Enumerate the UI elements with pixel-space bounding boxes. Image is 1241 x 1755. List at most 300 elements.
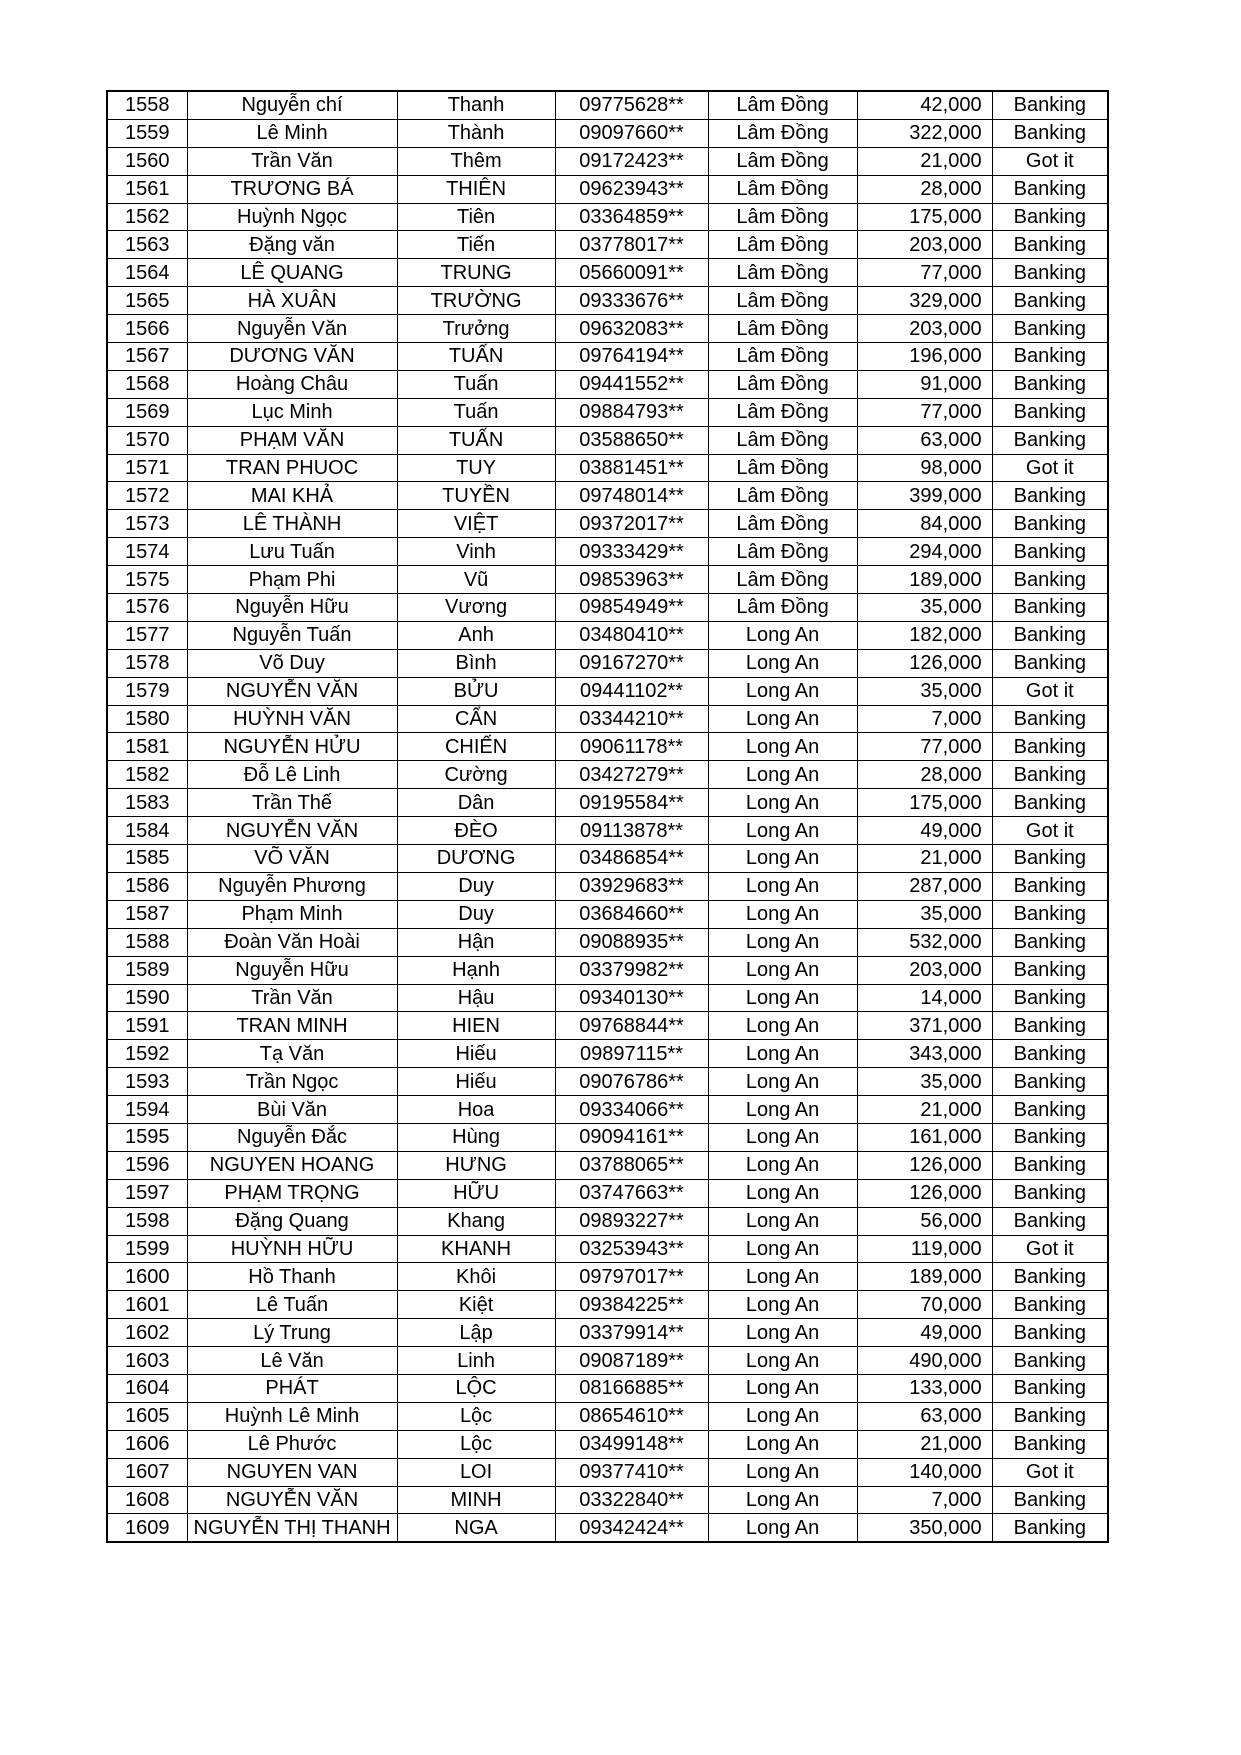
payment-method-cell: Banking <box>992 119 1108 147</box>
row-id-cell: 1568 <box>107 370 187 398</box>
payment-method-cell: Banking <box>992 566 1108 594</box>
payment-method-cell: Banking <box>992 231 1108 259</box>
phone-cell: 03788065** <box>555 1151 708 1179</box>
surname-cell: Lục Minh <box>187 398 397 426</box>
payment-method-cell: Banking <box>992 1291 1108 1319</box>
row-id-cell: 1563 <box>107 231 187 259</box>
surname-cell: HUỲNH VĂN <box>187 705 397 733</box>
row-id-cell: 1561 <box>107 175 187 203</box>
payment-method-cell: Banking <box>992 984 1108 1012</box>
province-cell: Lâm Đồng <box>708 370 857 398</box>
amount-cell: 175,000 <box>857 789 992 817</box>
given-name-cell: HỮU <box>397 1179 555 1207</box>
province-cell: Lâm Đồng <box>708 343 857 371</box>
row-id-cell: 1578 <box>107 649 187 677</box>
province-cell: Long An <box>708 1151 857 1179</box>
table-row <box>107 1263 1108 1291</box>
surname-cell: Phạm Phi <box>187 566 397 594</box>
table-row <box>107 538 1108 566</box>
given-name-cell: Lập <box>397 1319 555 1347</box>
amount-cell: 329,000 <box>857 287 992 315</box>
given-name-cell: Duy <box>397 900 555 928</box>
row-id-cell: 1570 <box>107 426 187 454</box>
payment-method-cell: Banking <box>992 538 1108 566</box>
row-id-cell: 1566 <box>107 315 187 343</box>
row-id-cell: 1592 <box>107 1040 187 1068</box>
given-name-cell: Tiến <box>397 231 555 259</box>
table-body <box>107 91 1108 1542</box>
phone-cell: 09061178** <box>555 733 708 761</box>
table-row <box>107 733 1108 761</box>
province-cell: Long An <box>708 900 857 928</box>
province-cell: Lâm Đồng <box>708 287 857 315</box>
row-id-cell: 1569 <box>107 398 187 426</box>
given-name-cell: Hận <box>397 928 555 956</box>
row-id-cell: 1594 <box>107 1096 187 1124</box>
table-row <box>107 1040 1108 1068</box>
surname-cell: Trần Văn <box>187 147 397 175</box>
given-name-cell: Vương <box>397 594 555 622</box>
phone-cell: 03364859** <box>555 203 708 231</box>
amount-cell: 203,000 <box>857 231 992 259</box>
payment-method-cell: Banking <box>992 1179 1108 1207</box>
table-row <box>107 845 1108 873</box>
amount-cell: 7,000 <box>857 705 992 733</box>
amount-cell: 21,000 <box>857 1096 992 1124</box>
row-id-cell: 1564 <box>107 259 187 287</box>
surname-cell: Lê Tuấn <box>187 1291 397 1319</box>
given-name-cell: LOI <box>397 1458 555 1486</box>
payment-method-cell: Banking <box>992 426 1108 454</box>
given-name-cell: Duy <box>397 872 555 900</box>
row-id-cell: 1572 <box>107 482 187 510</box>
phone-cell: 09195584** <box>555 789 708 817</box>
row-id-cell: 1587 <box>107 900 187 928</box>
given-name-cell: Anh <box>397 621 555 649</box>
payment-method-cell: Banking <box>992 900 1108 928</box>
province-cell: Long An <box>708 761 857 789</box>
province-cell: Lâm Đồng <box>708 426 857 454</box>
given-name-cell: Vinh <box>397 538 555 566</box>
amount-cell: 189,000 <box>857 566 992 594</box>
row-id-cell: 1582 <box>107 761 187 789</box>
province-cell: Long An <box>708 1068 857 1096</box>
province-cell: Long An <box>708 1458 857 1486</box>
phone-cell: 09097660** <box>555 119 708 147</box>
table-row <box>107 482 1108 510</box>
table-row <box>107 1374 1108 1402</box>
province-cell: Lâm Đồng <box>708 175 857 203</box>
table-row <box>107 900 1108 928</box>
surname-cell: MAI KHẢ <box>187 482 397 510</box>
province-cell: Long An <box>708 845 857 873</box>
surname-cell: Bùi Văn <box>187 1096 397 1124</box>
surname-cell: Trần Văn <box>187 984 397 1012</box>
row-id-cell: 1601 <box>107 1291 187 1319</box>
row-id-cell: 1609 <box>107 1514 187 1542</box>
given-name-cell: Tuấn <box>397 370 555 398</box>
surname-cell: NGUYỄN VĂN <box>187 817 397 845</box>
payment-method-cell: Banking <box>992 845 1108 873</box>
amount-cell: 126,000 <box>857 1151 992 1179</box>
surname-cell: Tạ Văn <box>187 1040 397 1068</box>
amount-cell: 35,000 <box>857 1068 992 1096</box>
table-row <box>107 621 1108 649</box>
surname-cell: PHẠM TRỌNG <box>187 1179 397 1207</box>
row-id-cell: 1567 <box>107 343 187 371</box>
given-name-cell: LỘC <box>397 1374 555 1402</box>
phone-cell: 09333676** <box>555 287 708 315</box>
payment-method-cell: Got it <box>992 1458 1108 1486</box>
given-name-cell: Bình <box>397 649 555 677</box>
phone-cell: 03480410** <box>555 621 708 649</box>
given-name-cell: TRƯỜNG <box>397 287 555 315</box>
payment-method-cell: Banking <box>992 705 1108 733</box>
given-name-cell: Tiên <box>397 203 555 231</box>
given-name-cell: CHIẾN <box>397 733 555 761</box>
province-cell: Lâm Đồng <box>708 91 857 119</box>
phone-cell: 05660091** <box>555 259 708 287</box>
phone-cell: 09384225** <box>555 1291 708 1319</box>
province-cell: Long An <box>708 1263 857 1291</box>
row-id-cell: 1591 <box>107 1012 187 1040</box>
province-cell: Long An <box>708 1096 857 1124</box>
payment-method-cell: Got it <box>992 147 1108 175</box>
payment-method-cell: Banking <box>992 370 1108 398</box>
amount-cell: 91,000 <box>857 370 992 398</box>
payment-method-cell: Banking <box>992 482 1108 510</box>
row-id-cell: 1604 <box>107 1374 187 1402</box>
surname-cell: Lý Trung <box>187 1319 397 1347</box>
amount-cell: 21,000 <box>857 845 992 873</box>
table-row <box>107 175 1108 203</box>
province-cell: Lâm Đồng <box>708 398 857 426</box>
surname-cell: Nguyễn Tuấn <box>187 621 397 649</box>
surname-cell: NGUYỄN VĂN <box>187 677 397 705</box>
payment-method-cell: Banking <box>992 1151 1108 1179</box>
given-name-cell: BỬU <box>397 677 555 705</box>
row-id-cell: 1577 <box>107 621 187 649</box>
payment-method-cell: Banking <box>992 1486 1108 1514</box>
row-id-cell: 1560 <box>107 147 187 175</box>
payment-method-cell: Banking <box>992 1319 1108 1347</box>
given-name-cell: Hạnh <box>397 956 555 984</box>
surname-cell: Lưu Tuấn <box>187 538 397 566</box>
phone-cell: 03778017** <box>555 231 708 259</box>
phone-cell: 03379982** <box>555 956 708 984</box>
payment-method-cell: Banking <box>992 621 1108 649</box>
table-row <box>107 259 1108 287</box>
table-row <box>107 119 1108 147</box>
amount-cell: 161,000 <box>857 1123 992 1151</box>
table-row <box>107 398 1108 426</box>
payment-method-cell: Banking <box>992 1123 1108 1151</box>
row-id-cell: 1586 <box>107 872 187 900</box>
amount-cell: 35,000 <box>857 900 992 928</box>
province-cell: Long An <box>708 1514 857 1542</box>
table-row <box>107 1430 1108 1458</box>
given-name-cell: Khang <box>397 1207 555 1235</box>
given-name-cell: Hoa <box>397 1096 555 1124</box>
payment-method-cell: Banking <box>992 761 1108 789</box>
surname-cell: NGUYỄN VĂN <box>187 1486 397 1514</box>
amount-cell: 56,000 <box>857 1207 992 1235</box>
table-row <box>107 1096 1108 1124</box>
payment-method-cell: Banking <box>992 1040 1108 1068</box>
amount-cell: 98,000 <box>857 454 992 482</box>
amount-cell: 287,000 <box>857 872 992 900</box>
table-row <box>107 984 1108 1012</box>
row-id-cell: 1607 <box>107 1458 187 1486</box>
row-id-cell: 1580 <box>107 705 187 733</box>
surname-cell: Đặng Quang <box>187 1207 397 1235</box>
phone-cell: 09897115** <box>555 1040 708 1068</box>
payment-method-cell: Banking <box>992 1263 1108 1291</box>
payment-method-cell: Got it <box>992 677 1108 705</box>
phone-cell: 09775628** <box>555 91 708 119</box>
surname-cell: Nguyễn Hữu <box>187 956 397 984</box>
table-row <box>107 147 1108 175</box>
given-name-cell: Dân <box>397 789 555 817</box>
table-row <box>107 1151 1108 1179</box>
phone-cell: 09768844** <box>555 1012 708 1040</box>
amount-cell: 189,000 <box>857 1263 992 1291</box>
row-id-cell: 1583 <box>107 789 187 817</box>
amount-cell: 119,000 <box>857 1235 992 1263</box>
given-name-cell: ĐÈO <box>397 817 555 845</box>
surname-cell: PHẠM VĂN <box>187 426 397 454</box>
row-id-cell: 1581 <box>107 733 187 761</box>
payment-method-cell: Banking <box>992 789 1108 817</box>
province-cell: Long An <box>708 1319 857 1347</box>
amount-cell: 140,000 <box>857 1458 992 1486</box>
given-name-cell: Hùng <box>397 1123 555 1151</box>
province-cell: Long An <box>708 1374 857 1402</box>
payment-method-cell: Banking <box>992 649 1108 677</box>
surname-cell: Huỳnh Lê Minh <box>187 1402 397 1430</box>
row-id-cell: 1603 <box>107 1347 187 1375</box>
surname-cell: Lê Minh <box>187 119 397 147</box>
amount-cell: 35,000 <box>857 677 992 705</box>
province-cell: Long An <box>708 1347 857 1375</box>
phone-cell: 03929683** <box>555 872 708 900</box>
amount-cell: 63,000 <box>857 426 992 454</box>
surname-cell: Võ Duy <box>187 649 397 677</box>
phone-cell: 08654610** <box>555 1402 708 1430</box>
table-row <box>107 1123 1108 1151</box>
payment-method-cell: Banking <box>992 203 1108 231</box>
payment-method-cell: Banking <box>992 1347 1108 1375</box>
province-cell: Long An <box>708 1430 857 1458</box>
amount-cell: 35,000 <box>857 594 992 622</box>
amount-cell: 399,000 <box>857 482 992 510</box>
payment-method-cell: Banking <box>992 1012 1108 1040</box>
given-name-cell: KHANH <box>397 1235 555 1263</box>
payment-method-cell: Banking <box>992 594 1108 622</box>
table-row <box>107 1235 1108 1263</box>
province-cell: Long An <box>708 1179 857 1207</box>
phone-cell: 09113878** <box>555 817 708 845</box>
phone-cell: 09764194** <box>555 343 708 371</box>
phone-cell: 03486854** <box>555 845 708 873</box>
row-id-cell: 1602 <box>107 1319 187 1347</box>
phone-cell: 09884793** <box>555 398 708 426</box>
given-name-cell: MINH <box>397 1486 555 1514</box>
payment-method-cell: Banking <box>992 315 1108 343</box>
phone-cell: 09087189** <box>555 1347 708 1375</box>
given-name-cell: Khôi <box>397 1263 555 1291</box>
phone-cell: 03588650** <box>555 426 708 454</box>
table-row <box>107 1179 1108 1207</box>
province-cell: Long An <box>708 677 857 705</box>
surname-cell: Hồ Thanh <box>187 1263 397 1291</box>
given-name-cell: HƯNG <box>397 1151 555 1179</box>
row-id-cell: 1575 <box>107 566 187 594</box>
table-row <box>107 370 1108 398</box>
row-id-cell: 1606 <box>107 1430 187 1458</box>
table-row <box>107 594 1108 622</box>
row-id-cell: 1588 <box>107 928 187 956</box>
province-cell: Long An <box>708 1235 857 1263</box>
province-cell: Lâm Đồng <box>708 231 857 259</box>
province-cell: Long An <box>708 984 857 1012</box>
phone-cell: 09854949** <box>555 594 708 622</box>
given-name-cell: Cường <box>397 761 555 789</box>
phone-cell: 03322840** <box>555 1486 708 1514</box>
row-id-cell: 1597 <box>107 1179 187 1207</box>
winners-table <box>106 90 1109 1543</box>
phone-cell: 09377410** <box>555 1458 708 1486</box>
amount-cell: 532,000 <box>857 928 992 956</box>
amount-cell: 21,000 <box>857 147 992 175</box>
table-row <box>107 872 1108 900</box>
province-cell: Lâm Đồng <box>708 259 857 287</box>
amount-cell: 203,000 <box>857 956 992 984</box>
table-row <box>107 817 1108 845</box>
amount-cell: 63,000 <box>857 1402 992 1430</box>
surname-cell: PHÁT <box>187 1374 397 1402</box>
amount-cell: 350,000 <box>857 1514 992 1542</box>
table-row <box>107 677 1108 705</box>
payment-method-cell: Got it <box>992 454 1108 482</box>
phone-cell: 09340130** <box>555 984 708 1012</box>
surname-cell: LÊ THÀNH <box>187 510 397 538</box>
surname-cell: TRƯƠNG BÁ <box>187 175 397 203</box>
payment-method-cell: Banking <box>992 343 1108 371</box>
surname-cell: NGUYEN HOANG <box>187 1151 397 1179</box>
table-row <box>107 761 1108 789</box>
payment-method-cell: Banking <box>992 398 1108 426</box>
row-id-cell: 1595 <box>107 1123 187 1151</box>
surname-cell: Huỳnh Ngọc <box>187 203 397 231</box>
phone-cell: 09853963** <box>555 566 708 594</box>
province-cell: Long An <box>708 733 857 761</box>
table-row <box>107 1347 1108 1375</box>
payment-method-cell: Got it <box>992 1235 1108 1263</box>
row-id-cell: 1584 <box>107 817 187 845</box>
payment-method-cell: Banking <box>992 510 1108 538</box>
given-name-cell: Thành <box>397 119 555 147</box>
surname-cell: Nguyễn Phương <box>187 872 397 900</box>
amount-cell: 203,000 <box>857 315 992 343</box>
amount-cell: 28,000 <box>857 761 992 789</box>
phone-cell: 09076786** <box>555 1068 708 1096</box>
phone-cell: 09893227** <box>555 1207 708 1235</box>
surname-cell: Hoàng Châu <box>187 370 397 398</box>
given-name-cell: Lộc <box>397 1402 555 1430</box>
row-id-cell: 1579 <box>107 677 187 705</box>
amount-cell: 133,000 <box>857 1374 992 1402</box>
surname-cell: DƯƠNG VĂN <box>187 343 397 371</box>
province-cell: Long An <box>708 621 857 649</box>
province-cell: Long An <box>708 649 857 677</box>
table-row <box>107 1458 1108 1486</box>
given-name-cell: Lộc <box>397 1430 555 1458</box>
surname-cell: Nguyễn Đắc <box>187 1123 397 1151</box>
province-cell: Long An <box>708 817 857 845</box>
surname-cell: Đặng văn <box>187 231 397 259</box>
table-row <box>107 1486 1108 1514</box>
province-cell: Lâm Đồng <box>708 119 857 147</box>
phone-cell: 09333429** <box>555 538 708 566</box>
table-row <box>107 287 1108 315</box>
given-name-cell: Tuấn <box>397 398 555 426</box>
given-name-cell: Thanh <box>397 91 555 119</box>
amount-cell: 28,000 <box>857 175 992 203</box>
table-row <box>107 315 1108 343</box>
province-cell: Long An <box>708 956 857 984</box>
payment-method-cell: Banking <box>992 956 1108 984</box>
payment-method-cell: Banking <box>992 1514 1108 1542</box>
province-cell: Lâm Đồng <box>708 315 857 343</box>
row-id-cell: 1573 <box>107 510 187 538</box>
phone-cell: 09632083** <box>555 315 708 343</box>
given-name-cell: DƯƠNG <box>397 845 555 873</box>
given-name-cell: HIEN <box>397 1012 555 1040</box>
given-name-cell: NGA <box>397 1514 555 1542</box>
amount-cell: 49,000 <box>857 817 992 845</box>
province-cell: Long An <box>708 789 857 817</box>
surname-cell: Lê Phước <box>187 1430 397 1458</box>
given-name-cell: TUYỀN <box>397 482 555 510</box>
amount-cell: 42,000 <box>857 91 992 119</box>
row-id-cell: 1565 <box>107 287 187 315</box>
payment-method-cell: Got it <box>992 817 1108 845</box>
phone-cell: 09748014** <box>555 482 708 510</box>
given-name-cell: Kiệt <box>397 1291 555 1319</box>
row-id-cell: 1599 <box>107 1235 187 1263</box>
surname-cell: Trần Thế <box>187 789 397 817</box>
given-name-cell: Trưởng <box>397 315 555 343</box>
table-row <box>107 91 1108 119</box>
amount-cell: 322,000 <box>857 119 992 147</box>
phone-cell: 09094161** <box>555 1123 708 1151</box>
row-id-cell: 1590 <box>107 984 187 1012</box>
row-id-cell: 1576 <box>107 594 187 622</box>
given-name-cell: CẨN <box>397 705 555 733</box>
table-row <box>107 343 1108 371</box>
province-cell: Lâm Đồng <box>708 454 857 482</box>
amount-cell: 182,000 <box>857 621 992 649</box>
table-row <box>107 1514 1108 1542</box>
phone-cell: 03881451** <box>555 454 708 482</box>
payment-method-cell: Banking <box>992 259 1108 287</box>
row-id-cell: 1562 <box>107 203 187 231</box>
province-cell: Lâm Đồng <box>708 538 857 566</box>
province-cell: Long An <box>708 1291 857 1319</box>
province-cell: Lâm Đồng <box>708 147 857 175</box>
province-cell: Long An <box>708 1012 857 1040</box>
